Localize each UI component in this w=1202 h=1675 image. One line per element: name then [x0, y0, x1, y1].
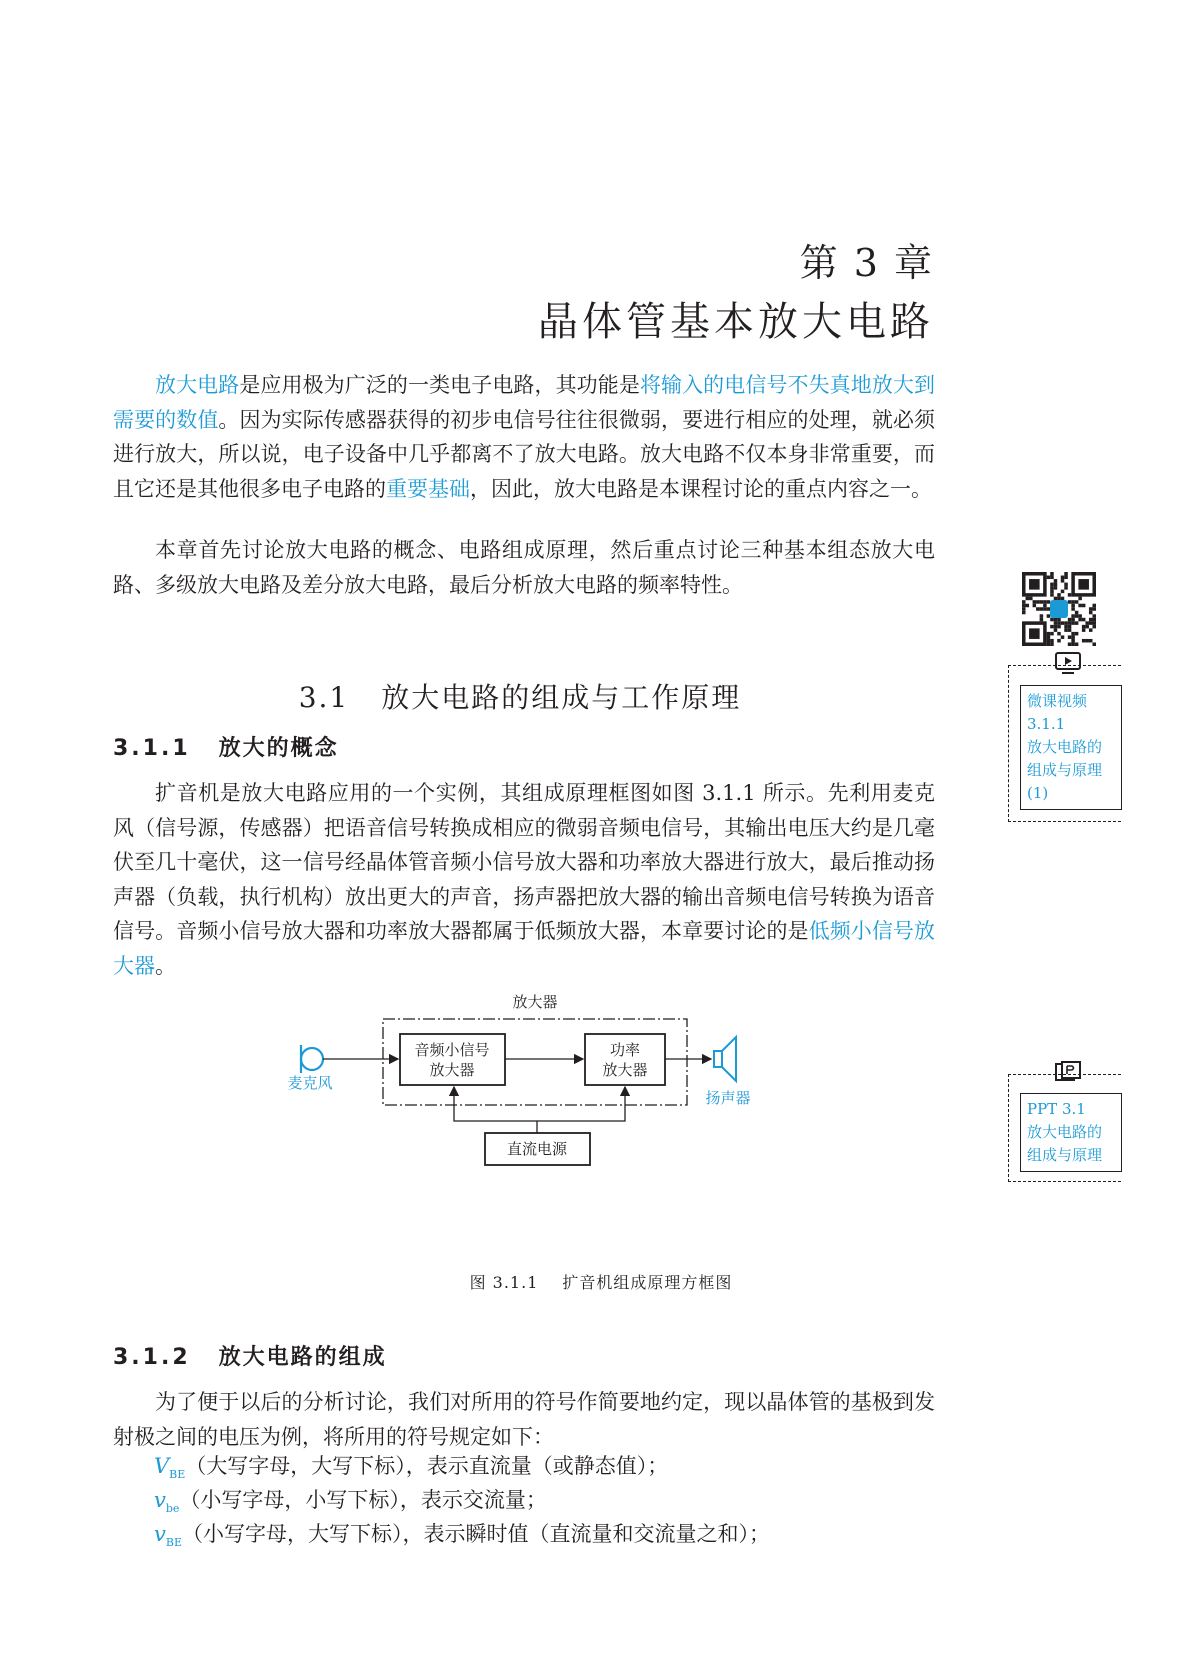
- symbol-v-be: $v_{be}$: [154, 1488, 180, 1516]
- video-resource-line-2: 3.1.1: [1027, 715, 1066, 733]
- subsection-title-1: [113, 731, 339, 762]
- small-signal-amp-line1: 音频小信号: [414, 1041, 490, 1059]
- symbol-V-BE: $V_{BE}$: [154, 1454, 186, 1482]
- ppt-resource-line-2: 放大电路的: [1027, 1123, 1103, 1141]
- power-amp-line2: 放大器: [602, 1061, 648, 1079]
- subsection-title-2: [113, 1340, 387, 1371]
- symbol-desc-2: （小写字母，小写下标），表示交流量；: [179, 1488, 547, 1512]
- subsection-number-1: 3.1.1: [113, 736, 191, 761]
- speaker-label: 扬声器: [705, 1089, 751, 1107]
- figure-caption-number: 图 3.1.1: [469, 1273, 539, 1292]
- body-text: 是应用极为广泛的一类电子电路，其功能是: [239, 373, 640, 397]
- section-title-text: 放大电路的组成与工作原理: [381, 681, 742, 714]
- block-diagram: [280, 985, 780, 1175]
- subsection-number-2: 3.1.2: [113, 1345, 191, 1370]
- symbol-desc-1: （大写字母，大写下标），表示直流量（或静态值）；: [185, 1454, 669, 1478]
- video-resource-line-1: 微课视频: [1027, 692, 1088, 710]
- subsection-title-text-1: 放大的概念: [218, 736, 339, 761]
- section-title: [0, 676, 1040, 716]
- subsection-title-text-2: 放大电路的组成: [218, 1345, 387, 1370]
- video-resource-line-5: (1): [1027, 784, 1049, 802]
- body-text: 。因为实际传感器获得的初步电信号往往很微弱，要进行相应的处理，就必须进行放大，所以说，电子设备中几乎都离不了放大电路。放大电路不仅本身非常重要，而且它还是其他很多电子电路的: [113, 407, 936, 501]
- intro-paragraph-2: 本章首先讨论放大电路的概念、电路组成原理，然后重点讨论三种基本组态放大电路、多级放大电路及差分放大电路，最后分析放大电路的频率特性。: [113, 538, 935, 597]
- highlighted-term: 低频小信号放大器: [113, 919, 936, 978]
- chapter-number: 第 3 章: [799, 241, 934, 285]
- body-text: 扩音机是放大电路应用的一个实例，其组成原理框图如图 3.1.1 所示。先利用麦克风（信号源，传感器）把语音信号转换成相应的微弱音频电信号，其输出电压大约是几毫伏至几十毫伏，这一信号经晶体管音频小信号放大器和功率放大器进行放大，最后推动扬声器（负载，执行机构）放出更大的声音，扬声器把放大器的输出音频电信号转换为语音信号。音频小信号放大器和功率放大器都属于低频放大器，本章要讨论的是: [113, 781, 935, 943]
- ppt-resource-line-1: PPT 3.1: [1027, 1100, 1086, 1118]
- ppt-resource-line-3: 组成与原理: [1027, 1146, 1103, 1164]
- symbol-v-BE: $v_{BE}$: [154, 1522, 182, 1550]
- highlighted-term: 放大电路: [155, 373, 240, 397]
- chapter-title: 晶体管基本放大电路: [538, 299, 934, 345]
- amplifier-group-label: 放大器: [512, 993, 558, 1011]
- section-number: 3.1: [298, 681, 350, 714]
- body-text: 。: [155, 953, 176, 978]
- microphone-label: 麦克风: [287, 1074, 333, 1092]
- video-resource-box[interactable]: [1020, 685, 1122, 810]
- highlighted-term: 重要基础: [386, 476, 470, 501]
- figure-caption: [0, 1270, 1202, 1293]
- symbol-line-3: [154, 1519, 770, 1558]
- qr-code-icon[interactable]: [1022, 572, 1096, 646]
- video-resource-line-3: 放大电路的: [1027, 738, 1103, 756]
- video-resource-line-4: 组成与原理: [1027, 761, 1103, 779]
- subsection-paragraph-2: 为了便于以后的分析讨论，我们对所用的符号作简要地约定，现以晶体管的基极到发射极之间的电压为例，将所用的符号规定如下：: [113, 1390, 935, 1449]
- intro-paragraph-1: [113, 368, 935, 506]
- power-to-amp-line: [454, 1087, 537, 1133]
- highlighted-term: 将输入的电信号不失真地放大到需要的数值: [113, 373, 936, 432]
- power-amp-line1: 功率: [609, 1041, 641, 1059]
- microphone-icon: [301, 1045, 323, 1073]
- figure-caption-text: 扩音机组成原理方框图: [562, 1273, 733, 1292]
- power-to-power-amp-line: [537, 1087, 625, 1121]
- speaker-icon: [714, 1037, 736, 1081]
- subsection-paragraph-1: [113, 776, 935, 983]
- symbol-desc-3: （小写字母，大写下标），表示瞬时值（直流量和交流量之和）；: [182, 1522, 770, 1546]
- small-signal-amp-line2: 放大器: [429, 1061, 475, 1079]
- dc-power-label: 直流电源: [506, 1140, 568, 1158]
- ppt-resource-box[interactable]: [1020, 1093, 1122, 1172]
- body-text: ，因此，放大电路是本课程讨论的重点内容之一。: [470, 476, 932, 501]
